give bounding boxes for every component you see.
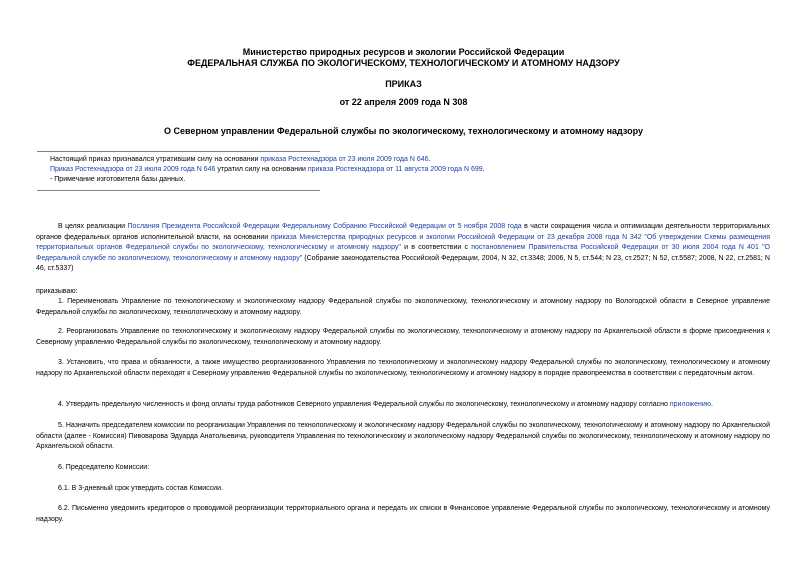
link-order-699[interactable]: приказа Ростехнадзора от 11 августа 2009 года N 699 <box>307 166 483 173</box>
paragraph-6: 6. Председателю Комиссии: <box>58 464 150 471</box>
link-government-resolution-401[interactable]: постановлением Правительства Российской Федерации от 30 июля 2004 года N 401 "О Федеральной службе по экологическому, технологическому и атомному надзору" <box>36 244 770 262</box>
intro-text-4: (Собрание законодательства Российской Федерации, 2004, N 32, ст.3348; 2006, N 5, ст.544; N 23, ст.2527; N 52, ст.5587; 2008, N 22, ст.2581; N 46, ст.5337) <box>36 254 770 272</box>
note-line-2 <box>50 165 485 175</box>
doc-title: О Северном управлении Федеральной службы по экологическому, технологическому и атомному надзору <box>164 126 643 136</box>
note-bottom-divider <box>37 190 320 191</box>
doc-date-number: от 22 апреля 2009 года N 308 <box>339 97 468 107</box>
note-line-1 <box>50 155 430 165</box>
order-word: приказываю: <box>36 288 78 295</box>
note-line-2-text: утратил силу на основании <box>215 166 308 173</box>
intro-text-2: в части сокращения числа и оптимизации деятельности территориальных органов федеральных органов исполнительной власти, на основании <box>36 223 771 241</box>
service-heading: ФЕДЕРАЛЬНАЯ СЛУЖБА ПО ЭКОЛОГИЧЕСКОМУ, ТЕХНОЛОГИЧЕСКОМУ И АТОМНОМУ НАДЗОРУ <box>187 58 620 68</box>
paragraph-5: 5. Назначить председателем комиссии по реорганизации Управления по технологическому и экологическому надзору Федеральной службы по экологическому, технологическому и атомному надзору по Архангельской области (далее - Комиссия) Пивоварова Эдуарда Анатольевича, руководителя Управления по технологическому и экологическому надзору Федеральной службы по экологическому, технологическому и атомному надзору по Архангельской области. <box>36 422 770 450</box>
paragraph-1: 1. Переименовать Управление по технологическому и экологическому надзору Федеральной службы по экологическому, технологическому и атомному надзору по Вологодской области в Северное управление Федеральной службы по экологическому, технологическому и атомному надзору. <box>36 298 770 316</box>
ministry-heading: Министерство природных ресурсов и экологии Российской Федерации <box>242 47 565 57</box>
paragraph-6-2: 6.2. Письменно уведомить кредиторов о проводимой реорганизации территориального органа и передать их списки в Финансовое управление Федеральной службы по экологическому, технологическому и атомному надзору. <box>36 505 770 523</box>
intro-text-1: В целях реализации <box>58 223 128 230</box>
paragraph-4 <box>36 400 770 411</box>
paragraph-3: 3. Установить, что права и обязанности, а также имущество реорганизованного Управления по технологическому и экологическому надзору Федеральной службы по экологическому, технологическому и атомному надзору по Архангельской области переходят к Северному управлению Федеральной службы по экологическому, технологическому и атомному надзору в порядке правопреемства в соответствии с передаточным актом. <box>36 359 770 377</box>
note-top-divider <box>37 151 320 152</box>
intro-text-3: и в соответствии с <box>400 244 472 251</box>
paragraph-4-text: 4. Утвердить предельную численность и фонд оплаты труда работников Северного управления Федеральной службы по экологическому, технологическому и атомному надзору согласно <box>58 401 670 408</box>
link-ministry-order-342[interactable]: приказа Министерства природных ресурсов и экологии Российской Федерации от 23 декабря 2008 года N 342 "Об утверждении Схемы размещения территориальных органов Федеральной службы по экологическому, технологическому и атомному надзору" <box>36 233 770 251</box>
link-president-message[interactable]: Послания Президента Российской Федерации Федеральному Собранию Российской Федерации от 5 ноября 2008 года <box>127 223 522 230</box>
note-line-3: - Примечание изготовителя базы данных. <box>50 176 186 183</box>
note-line-1-end: . <box>428 156 431 163</box>
doc-type: ПРИКАЗ <box>385 79 422 89</box>
note-line-2-end: . <box>482 166 485 173</box>
paragraph-4-end: . <box>711 401 713 408</box>
link-appendix[interactable]: приложению <box>669 401 712 408</box>
link-order-646[interactable]: приказа Ростехнадзора от 23 июля 2009 года N 646 <box>260 156 429 163</box>
paragraph-2: 2. Реорганизовать Управление по технологическому и экологическому надзору Федеральной службы по экологическому, технологическому и атомному надзору по Архангельской области в форме присоединения к Северному управлению Федеральной службы по экологическому, технологическому и атомному надзору. <box>36 328 770 346</box>
paragraph-6-1: 6.1. В 3-дневный срок утвердить состав Комиссии. <box>58 485 223 492</box>
note-line-1-text: Настоящий приказ признавался утратившим силу на основании <box>50 156 261 163</box>
link-order-646-b[interactable]: Приказ Ростехнадзора от 23 июля 2009 года N 646 <box>50 166 216 173</box>
intro-paragraph <box>36 222 770 275</box>
